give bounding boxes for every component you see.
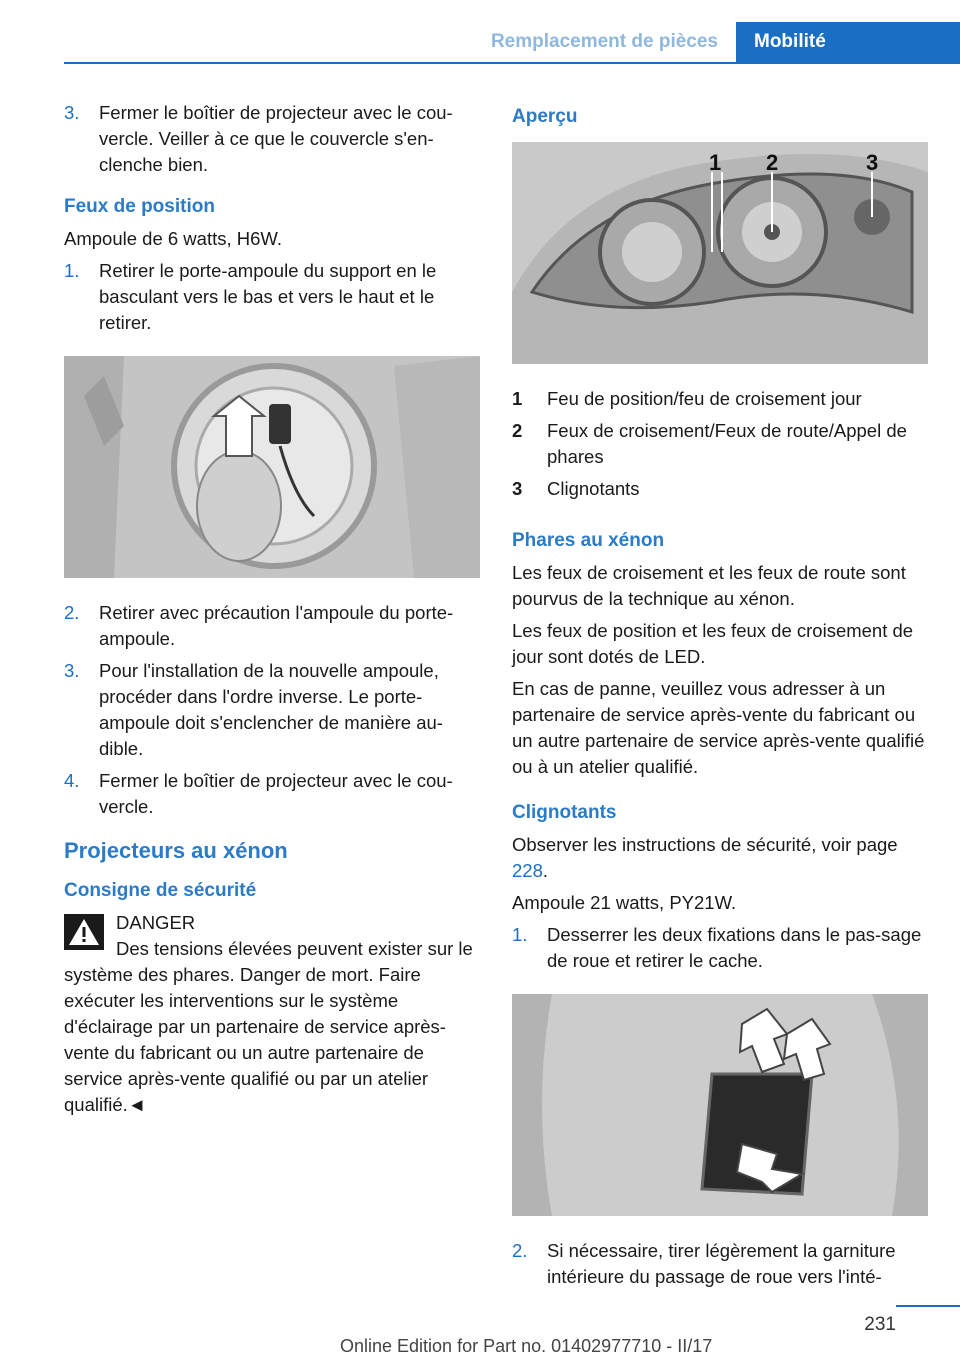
list-item xyxy=(64,600,480,652)
page-number: 231 xyxy=(864,1314,896,1335)
footer-rule xyxy=(896,1305,960,1307)
danger-label: DANGER xyxy=(116,912,196,933)
bulb-holder-figure xyxy=(64,356,480,578)
xenon-lights-heading: Phares au xénon xyxy=(512,530,665,551)
step-number: 4. xyxy=(64,770,80,791)
legend-text: Feux de croisement/Feux de route/Appel de phares xyxy=(547,420,907,467)
danger-text xyxy=(64,936,480,1118)
legend-item xyxy=(512,418,928,470)
paragraph-text: . xyxy=(542,860,549,881)
page-reference-link[interactable]: 228 xyxy=(512,860,543,881)
position-bulb-spec: Ampoule de 6 watts, H6W. xyxy=(64,228,282,249)
figure-label: 1 xyxy=(709,150,722,175)
step-number: 2. xyxy=(64,602,80,623)
step-text: Retirer le porte-ampoule du support en le basculant vers le bas et vers le haut et le retirer. xyxy=(99,260,437,333)
warning-triangle-icon xyxy=(64,914,104,950)
list-item xyxy=(64,768,480,820)
danger-text-body: Des tensions élevées peuvent exister sur le système des phares. Danger de mort. Faire exécuter les interventions sur le système d'éclairage par un partenaire de service après-vente du fabricant ou un autre partenaire de service après-vente qualifié ou par un atelier qualifié.◄ xyxy=(64,938,473,1115)
edition-info: Online Edition for Part no. 01402977710 - II/17 xyxy=(340,1336,713,1356)
header-section-title: Remplacement de pièces xyxy=(490,31,718,52)
header-chapter-tab: Mobilité xyxy=(736,22,960,62)
position-lights-heading: Feux de position xyxy=(64,196,215,217)
paragraph: Les feux de position et les feux de croisement de jour sont dotés de LED. xyxy=(512,620,914,667)
list-item xyxy=(64,258,480,336)
step-number: 1. xyxy=(512,924,528,945)
danger-notice xyxy=(64,910,480,936)
paragraph xyxy=(512,832,928,884)
left-column xyxy=(64,100,480,1124)
overview-heading: Aperçu xyxy=(512,106,578,127)
step-text: Pour l'installation de la nouvelle ampoule, procéder dans l'ordre inverse. Le porte-ampoule doit s'enclencher de manière au‐dible. xyxy=(99,660,443,759)
list-item xyxy=(512,1238,928,1290)
legend-number: 2 xyxy=(512,420,523,441)
step-text: Si nécessaire, tirer légèrement la garniture intérieure du passage de roue vers l'inté‐ xyxy=(547,1240,896,1287)
step-text: Desserrer les deux fixations dans le pas‐sage de roue et retirer le cache. xyxy=(547,924,922,971)
list-item xyxy=(64,100,480,178)
legend-item xyxy=(512,476,928,502)
list-item xyxy=(512,922,928,974)
xenon-headlights-heading: Projecteurs au xénon xyxy=(64,838,288,863)
legend-item xyxy=(512,386,928,412)
wheel-arch-cover-figure xyxy=(512,994,928,1216)
step-number: 3. xyxy=(64,102,80,123)
safety-heading: Consigne de sécurité xyxy=(64,880,257,901)
legend-text: Feu de position/feu de croisement jour xyxy=(547,388,862,409)
turn-signals-heading: Clignotants xyxy=(512,802,617,823)
right-column xyxy=(512,100,928,1296)
figure-label: 3 xyxy=(866,150,879,175)
legend-text: Clignotants xyxy=(547,478,640,499)
paragraph: En cas de panne, veuillez vous adresser à un partenaire de service après-vente du fabricant ou un autre partenaire de service après-vente qualifié ou à un atelier qualifié. xyxy=(512,678,925,777)
list-item xyxy=(64,658,480,762)
step-text: Fermer le boîtier de projecteur avec le cou‐vercle. xyxy=(99,770,453,817)
headlight-overview-figure xyxy=(512,142,928,364)
step-text: Fermer le boîtier de projecteur avec le cou‐vercle. Veiller à ce que le couvercle s'en‐clenche bien. xyxy=(99,102,453,175)
page-header xyxy=(64,22,960,64)
step-text: Retirer avec précaution l'ampoule du porte-ampoule. xyxy=(99,602,454,649)
figure-label: 2 xyxy=(766,150,779,175)
paragraph: Les feux de croisement et les feux de route sont pourvus de la technique au xénon. xyxy=(512,562,906,609)
step-number: 2. xyxy=(512,1240,528,1261)
legend-number: 1 xyxy=(512,388,523,409)
step-number: 3. xyxy=(64,660,80,681)
step-number: 1. xyxy=(64,260,80,281)
turn-bulb-spec: Ampoule 21 watts, PY21W. xyxy=(512,892,737,913)
paragraph-text: Observer les instructions de sécurité, voir page xyxy=(512,834,898,855)
header-rule xyxy=(64,62,960,64)
legend-number: 3 xyxy=(512,478,523,499)
